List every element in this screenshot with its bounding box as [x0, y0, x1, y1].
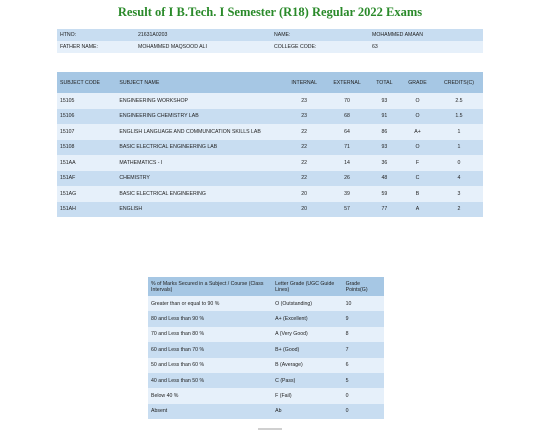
table-cell: 3	[457, 190, 461, 197]
father-label: FATHER NAME:	[60, 44, 98, 50]
table-row	[148, 358, 384, 373]
table-cell: 40 and Less than 50 %	[151, 377, 205, 384]
table-row	[148, 296, 384, 311]
column-header: % of Marks Secured in a Subject / Course (Class Intervals)	[148, 277, 272, 296]
table-cell: A+	[414, 128, 421, 135]
table-cell: 1.5	[455, 113, 463, 120]
grading-header-row	[148, 277, 384, 296]
table-cell: 64	[344, 128, 350, 135]
table-cell: 10	[345, 300, 352, 307]
table-cell: 151AA	[60, 159, 76, 166]
grading-table	[148, 277, 384, 419]
table-cell: 15105	[60, 97, 75, 104]
table-row	[57, 124, 483, 140]
table-cell: 70 and Less than 80 %	[151, 331, 205, 338]
table-cell: 2	[457, 206, 461, 213]
table-cell: 39	[344, 190, 350, 197]
table-cell: 68	[344, 113, 350, 120]
table-cell: 15107	[60, 128, 75, 135]
table-row	[148, 404, 384, 419]
page-title: Result of I B.Tech. I Semester (R18) Regular 2022 Exams	[117, 5, 423, 19]
student-info-table	[57, 29, 483, 53]
table-row	[57, 140, 483, 156]
table-cell: C	[415, 175, 420, 182]
table-cell: 0	[345, 408, 349, 415]
table-cell: 59	[381, 190, 388, 197]
table-cell: 15108	[60, 144, 75, 151]
table-cell: 9	[345, 316, 349, 323]
table-cell: 20	[301, 190, 308, 197]
table-cell: ENGLISH LANGUAGE AND COMMUNICATION SKILLS LAB	[119, 128, 261, 135]
table-cell: CHEMISTRY	[119, 175, 150, 182]
table-cell: 71	[344, 144, 350, 151]
table-cell: 1	[457, 144, 461, 151]
table-cell: BASIC ELECTRICAL ENGINEERING LAB	[119, 144, 218, 151]
table-cell: O (Outstanding)	[275, 300, 313, 307]
table-row	[148, 327, 384, 342]
table-cell: 151AF	[60, 175, 76, 182]
table-cell: A+ (Excellent)	[275, 316, 308, 323]
column-header: Grade Points(G)	[343, 277, 384, 296]
table-row	[57, 155, 483, 171]
table-cell: 22	[301, 144, 308, 151]
table-cell: 50 and Less than 60 %	[151, 362, 205, 369]
table-row	[148, 311, 384, 326]
table-cell: 91	[381, 113, 388, 120]
table-cell: 77	[381, 206, 388, 213]
table-cell: Below 40 %	[151, 393, 179, 400]
table-cell: 57	[344, 206, 350, 213]
table-cell: ENGLISH	[119, 206, 143, 213]
table-cell: F (Fail)	[275, 393, 292, 400]
table-row	[57, 109, 483, 125]
table-cell: 80 and Less than 90 %	[151, 316, 205, 323]
table-cell: 151AG	[60, 190, 77, 197]
table-cell: 23	[301, 113, 308, 120]
table-cell: BASIC ELECTRICAL ENGINEERING	[119, 190, 206, 197]
table-cell: B+ (Good)	[275, 346, 300, 353]
table-cell: Absent	[151, 408, 168, 415]
table-cell: A	[415, 206, 420, 213]
table-cell: 26	[344, 175, 350, 182]
table-cell: 23	[301, 97, 308, 104]
table-cell: 86	[381, 128, 388, 135]
htno-value: 21631A0203	[138, 32, 168, 38]
table-row	[57, 93, 483, 109]
table-cell: 36	[381, 159, 388, 166]
table-cell: 15106	[60, 113, 75, 120]
table-cell: 48	[381, 175, 388, 182]
name-label: NAME:	[274, 32, 291, 38]
student-row	[57, 41, 483, 53]
scrollbar-handle[interactable]	[258, 428, 282, 430]
table-row	[148, 388, 384, 403]
table-cell: 70	[344, 97, 350, 104]
table-cell: 14	[344, 159, 350, 166]
table-cell: Ab	[275, 408, 282, 415]
htno-label: HTNO:	[60, 32, 77, 38]
table-cell: 22	[301, 128, 308, 135]
table-cell: 93	[381, 97, 388, 104]
table-cell: 4	[457, 175, 461, 182]
table-cell: 60 and Less than 70 %	[151, 346, 205, 353]
column-header: SUBJECT CODE	[57, 72, 116, 93]
table-cell: O	[415, 113, 420, 120]
college-label: COLLEGE CODE:	[274, 44, 317, 50]
table-row	[57, 186, 483, 202]
column-header: Letter Grade (UGC Guide Lines)	[272, 277, 343, 296]
table-cell: 151AH	[60, 206, 76, 213]
table-cell: 2.5	[455, 97, 463, 104]
column-header: EXTERNAL	[325, 72, 368, 93]
table-cell: 20	[301, 206, 308, 213]
table-cell: 93	[381, 144, 388, 151]
table-cell: 5	[345, 377, 349, 384]
table-cell: A (Very Good)	[275, 331, 308, 338]
table-cell: 8	[345, 331, 349, 338]
table-cell: Greater than or equal to 90 %	[151, 300, 220, 307]
column-header: TOTAL	[369, 72, 400, 93]
table-cell: B	[415, 190, 420, 197]
table-cell: O	[415, 97, 420, 104]
column-header: CREDITS(C)	[435, 72, 483, 93]
table-row	[57, 202, 483, 218]
table-cell: 0	[345, 393, 349, 400]
table-cell: 6	[345, 362, 349, 369]
table-cell: F	[415, 159, 420, 166]
table-cell: 7	[345, 346, 349, 353]
column-header: SUBJECT NAME	[116, 72, 283, 93]
table-cell: 0	[457, 159, 461, 166]
table-cell: O	[415, 144, 420, 151]
column-header: INTERNAL	[283, 72, 326, 93]
table-cell: C (Pass)	[275, 377, 296, 384]
table-cell: B (Average)	[275, 362, 303, 369]
table-row	[148, 373, 384, 388]
student-row	[57, 29, 483, 41]
table-cell: 1	[457, 128, 461, 135]
table-cell: 22	[301, 175, 308, 182]
marks-table	[57, 72, 483, 217]
column-header: GRADE	[400, 72, 435, 93]
table-cell: ENGINEERING WORKSHOP	[119, 97, 188, 104]
college-value: 63	[372, 44, 378, 50]
father-value: MOHAMMED MAQSOOD ALI	[138, 44, 207, 50]
table-cell: MATHEMATICS - I	[119, 159, 163, 166]
table-cell: 22	[301, 159, 308, 166]
table-row	[148, 342, 384, 357]
name-value: MOHAMMED AMAAN	[372, 32, 424, 38]
table-row	[57, 171, 483, 187]
table-cell: ENGINEERING CHEMISTRY LAB	[119, 113, 199, 120]
marks-header-row	[57, 72, 483, 93]
